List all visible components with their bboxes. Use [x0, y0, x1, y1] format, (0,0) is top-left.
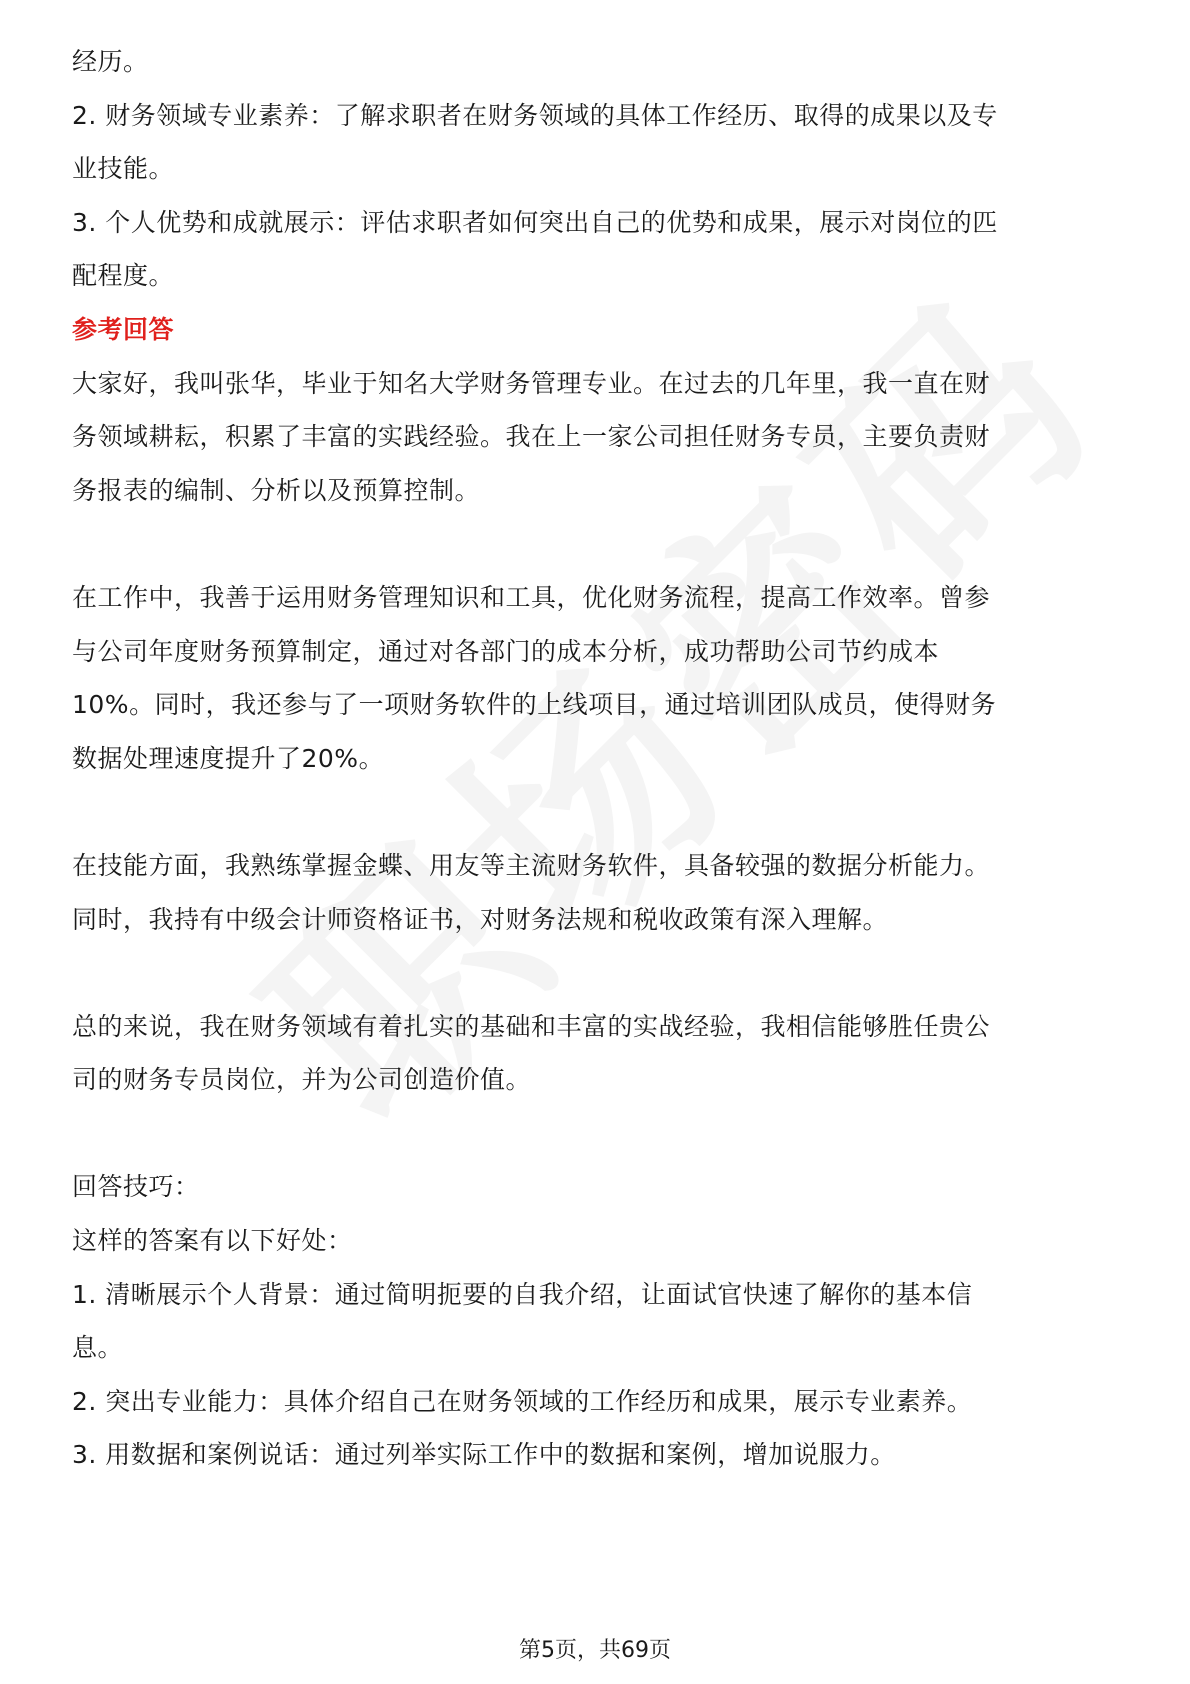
text-line: 业技能。 [72, 154, 175, 184]
paragraph-spacer [72, 955, 1118, 990]
paragraph-spacer [72, 794, 1118, 829]
paragraph-line: 数据处理速度提升了20%。 [72, 743, 385, 773]
paragraph-line: 在工作中，我善于运用财务管理知识和工具，优化财务流程，提高工作效率。曾参 [72, 582, 991, 612]
paragraph-line: 在技能方面，我熟练掌握金蝶、用友等主流财务软件，具备较强的数据分析能力。 [72, 850, 991, 880]
text-line: 息。 [72, 1333, 124, 1363]
paragraph-line: 总的来说，我在财务领域有着扎实的基础和丰富的实战经验，我相信能够胜任贵公 [72, 1011, 991, 1041]
tips-heading: 回答技巧： [72, 1172, 200, 1202]
paragraph-line: 这样的答案有以下好处： [72, 1226, 353, 1256]
page-number-footer: 第5页，共69页 [519, 1638, 671, 1663]
paragraph-spacer [72, 526, 1118, 561]
paragraph-spacer [72, 1116, 1118, 1151]
paragraph-line: 司的财务专员岗位，并为公司创造价值。 [72, 1065, 532, 1095]
text-line: 配程度。 [72, 261, 175, 291]
paragraph-line: 大家好，我叫张华，毕业于知名大学财务管理专业。在过去的几年里，我一直在财 [72, 368, 991, 398]
paragraph-line: 同时，我持有中级会计师资格证书，对财务法规和税收政策有深入理解。 [72, 904, 889, 934]
paragraph-line: 务报表的编制、分析以及预算控制。 [72, 475, 481, 505]
list-item-text: 2. 突出专业能力：具体介绍自己在财务领域的工作经历和成果，展示专业素养。 [72, 1386, 973, 1416]
paragraph-line: 务领域耕耘，积累了丰富的实践经验。我在上一家公司担任财务专员，主要负责财 [72, 422, 991, 452]
list-item-text: 1. 清晰展示个人背景：通过简明扼要的自我介绍，让面试官快速了解你的基本信 [72, 1279, 973, 1309]
section-heading: 参考回答 [72, 314, 175, 344]
list-item-text: 3. 用数据和案例说话：通过列举实际工作中的数据和案例，增加说服力。 [72, 1440, 896, 1470]
paragraph-line: 10%。同时，我还参与了一项财务软件的上线项目，通过培训团队成员，使得财务 [72, 690, 997, 720]
text-line: 经历。 [72, 47, 149, 76]
paragraph-line: 与公司年度财务预算制定，通过对各部门的成本分析，成功帮助公司节约成本 [72, 636, 940, 666]
list-item-text: 3. 个人优势和成就展示：评估求职者如何突出自己的优势和成果，展示对岗位的匹 [72, 207, 998, 237]
list-item-text: 2. 财务领域专业素养：了解求职者在财务领域的具体工作经历、取得的成果以及专 [72, 100, 998, 130]
page-content [72, 44, 1118, 1491]
